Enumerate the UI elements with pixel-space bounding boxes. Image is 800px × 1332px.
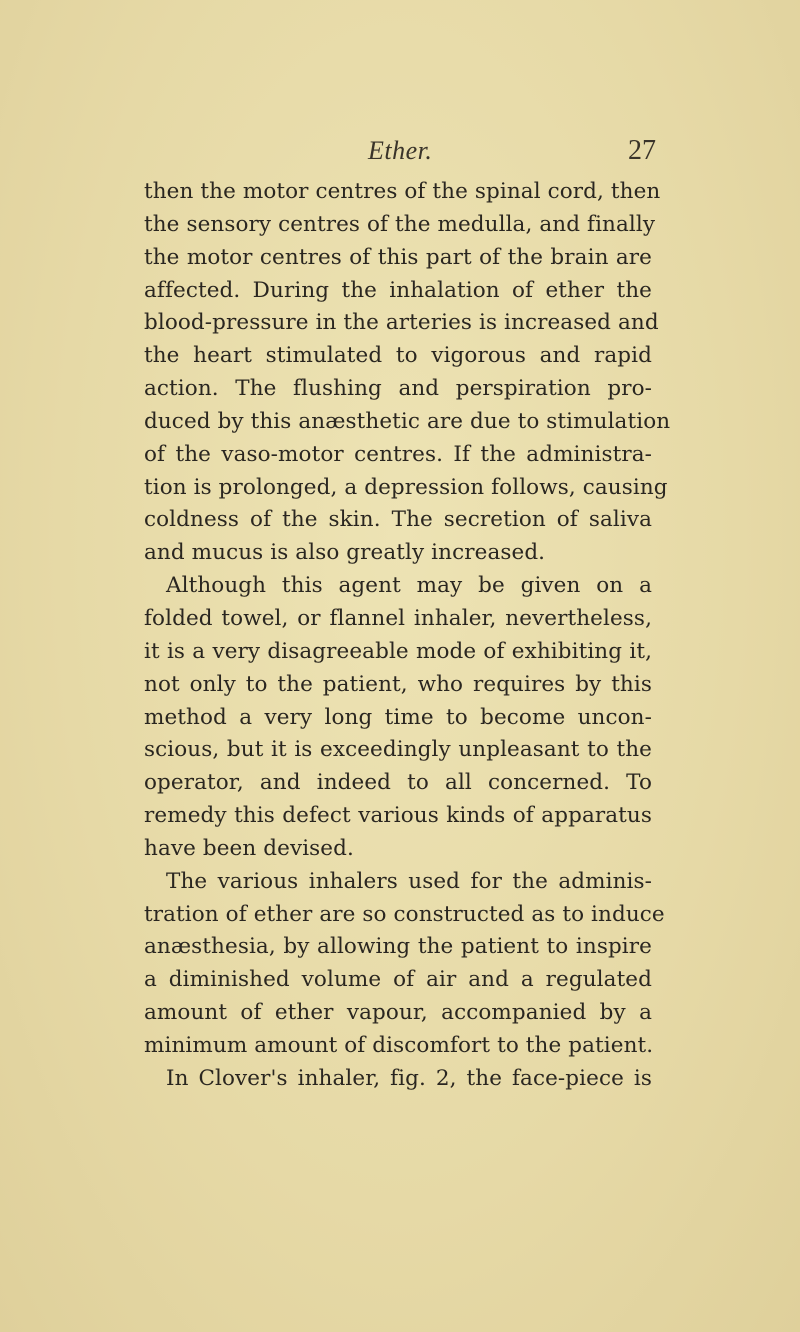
page-header [0,136,800,168]
text-line: duced by this anæsthetic are due to stimulation [144,408,671,434]
page-number: 27 [628,135,656,166]
text-line: blood-pressure in the arteries is increased and [144,310,659,336]
text-line: scious, but it is exceedingly unpleasant to the [144,737,652,763]
paragraph-end-line: have been devised. [144,835,354,861]
text-line: of the vaso-motor centres. If the administra- [144,441,652,467]
paragraph-start-line: The various inhalers used for the adminis- [166,868,652,894]
text-line: method a very long time to become uncon- [144,704,652,730]
text-line: tion is prolonged, a depression follows, causing [144,474,668,500]
text-line: folded towel, or flannel inhaler, nevertheless, [144,605,652,631]
paragraph-start-line: In Clover's inhaler, fig. 2, the face-piece is [166,1065,652,1091]
paragraph-end-line: and mucus is also greatly increased. [144,540,546,566]
text-line: coldness of the skin. The secretion of saliva [144,507,652,533]
text-line: not only to the patient, who requires by this [144,671,652,697]
paragraph-start-line: Although this agent may be given on a [166,573,652,599]
text-line: action. The flushing and perspiration pro- [144,376,652,402]
paragraph-end-line: minimum amount of discomfort to the patient. [144,1032,654,1058]
text-line: the sensory centres of the medulla, and finally [144,211,656,237]
running-title: Ether. [368,136,433,165]
text-line: a diminished volume of air and a regulated [144,967,652,993]
text-line: the heart stimulated to vigorous and rapid [144,343,652,369]
text-line: operator, and indeed to all concerned. To [144,770,652,796]
body-text [144,176,671,1096]
text-line: remedy this defect various kinds of apparatus [144,803,652,829]
text-line: it is a very disagreeable mode of exhibiting it, [144,638,652,664]
text-line: tration of ether are so constructed as to induce [144,901,665,927]
text-line: anæsthesia, by allowing the patient to inspire [144,934,652,960]
text-line: then the motor centres of the spinal cord, then [144,179,661,204]
text-line: affected. During the inhalation of ether the [144,277,652,303]
text-line: the motor centres of this part of the brain are [144,244,652,270]
text-line: amount of ether vapour, accompanied by a [144,1000,652,1026]
